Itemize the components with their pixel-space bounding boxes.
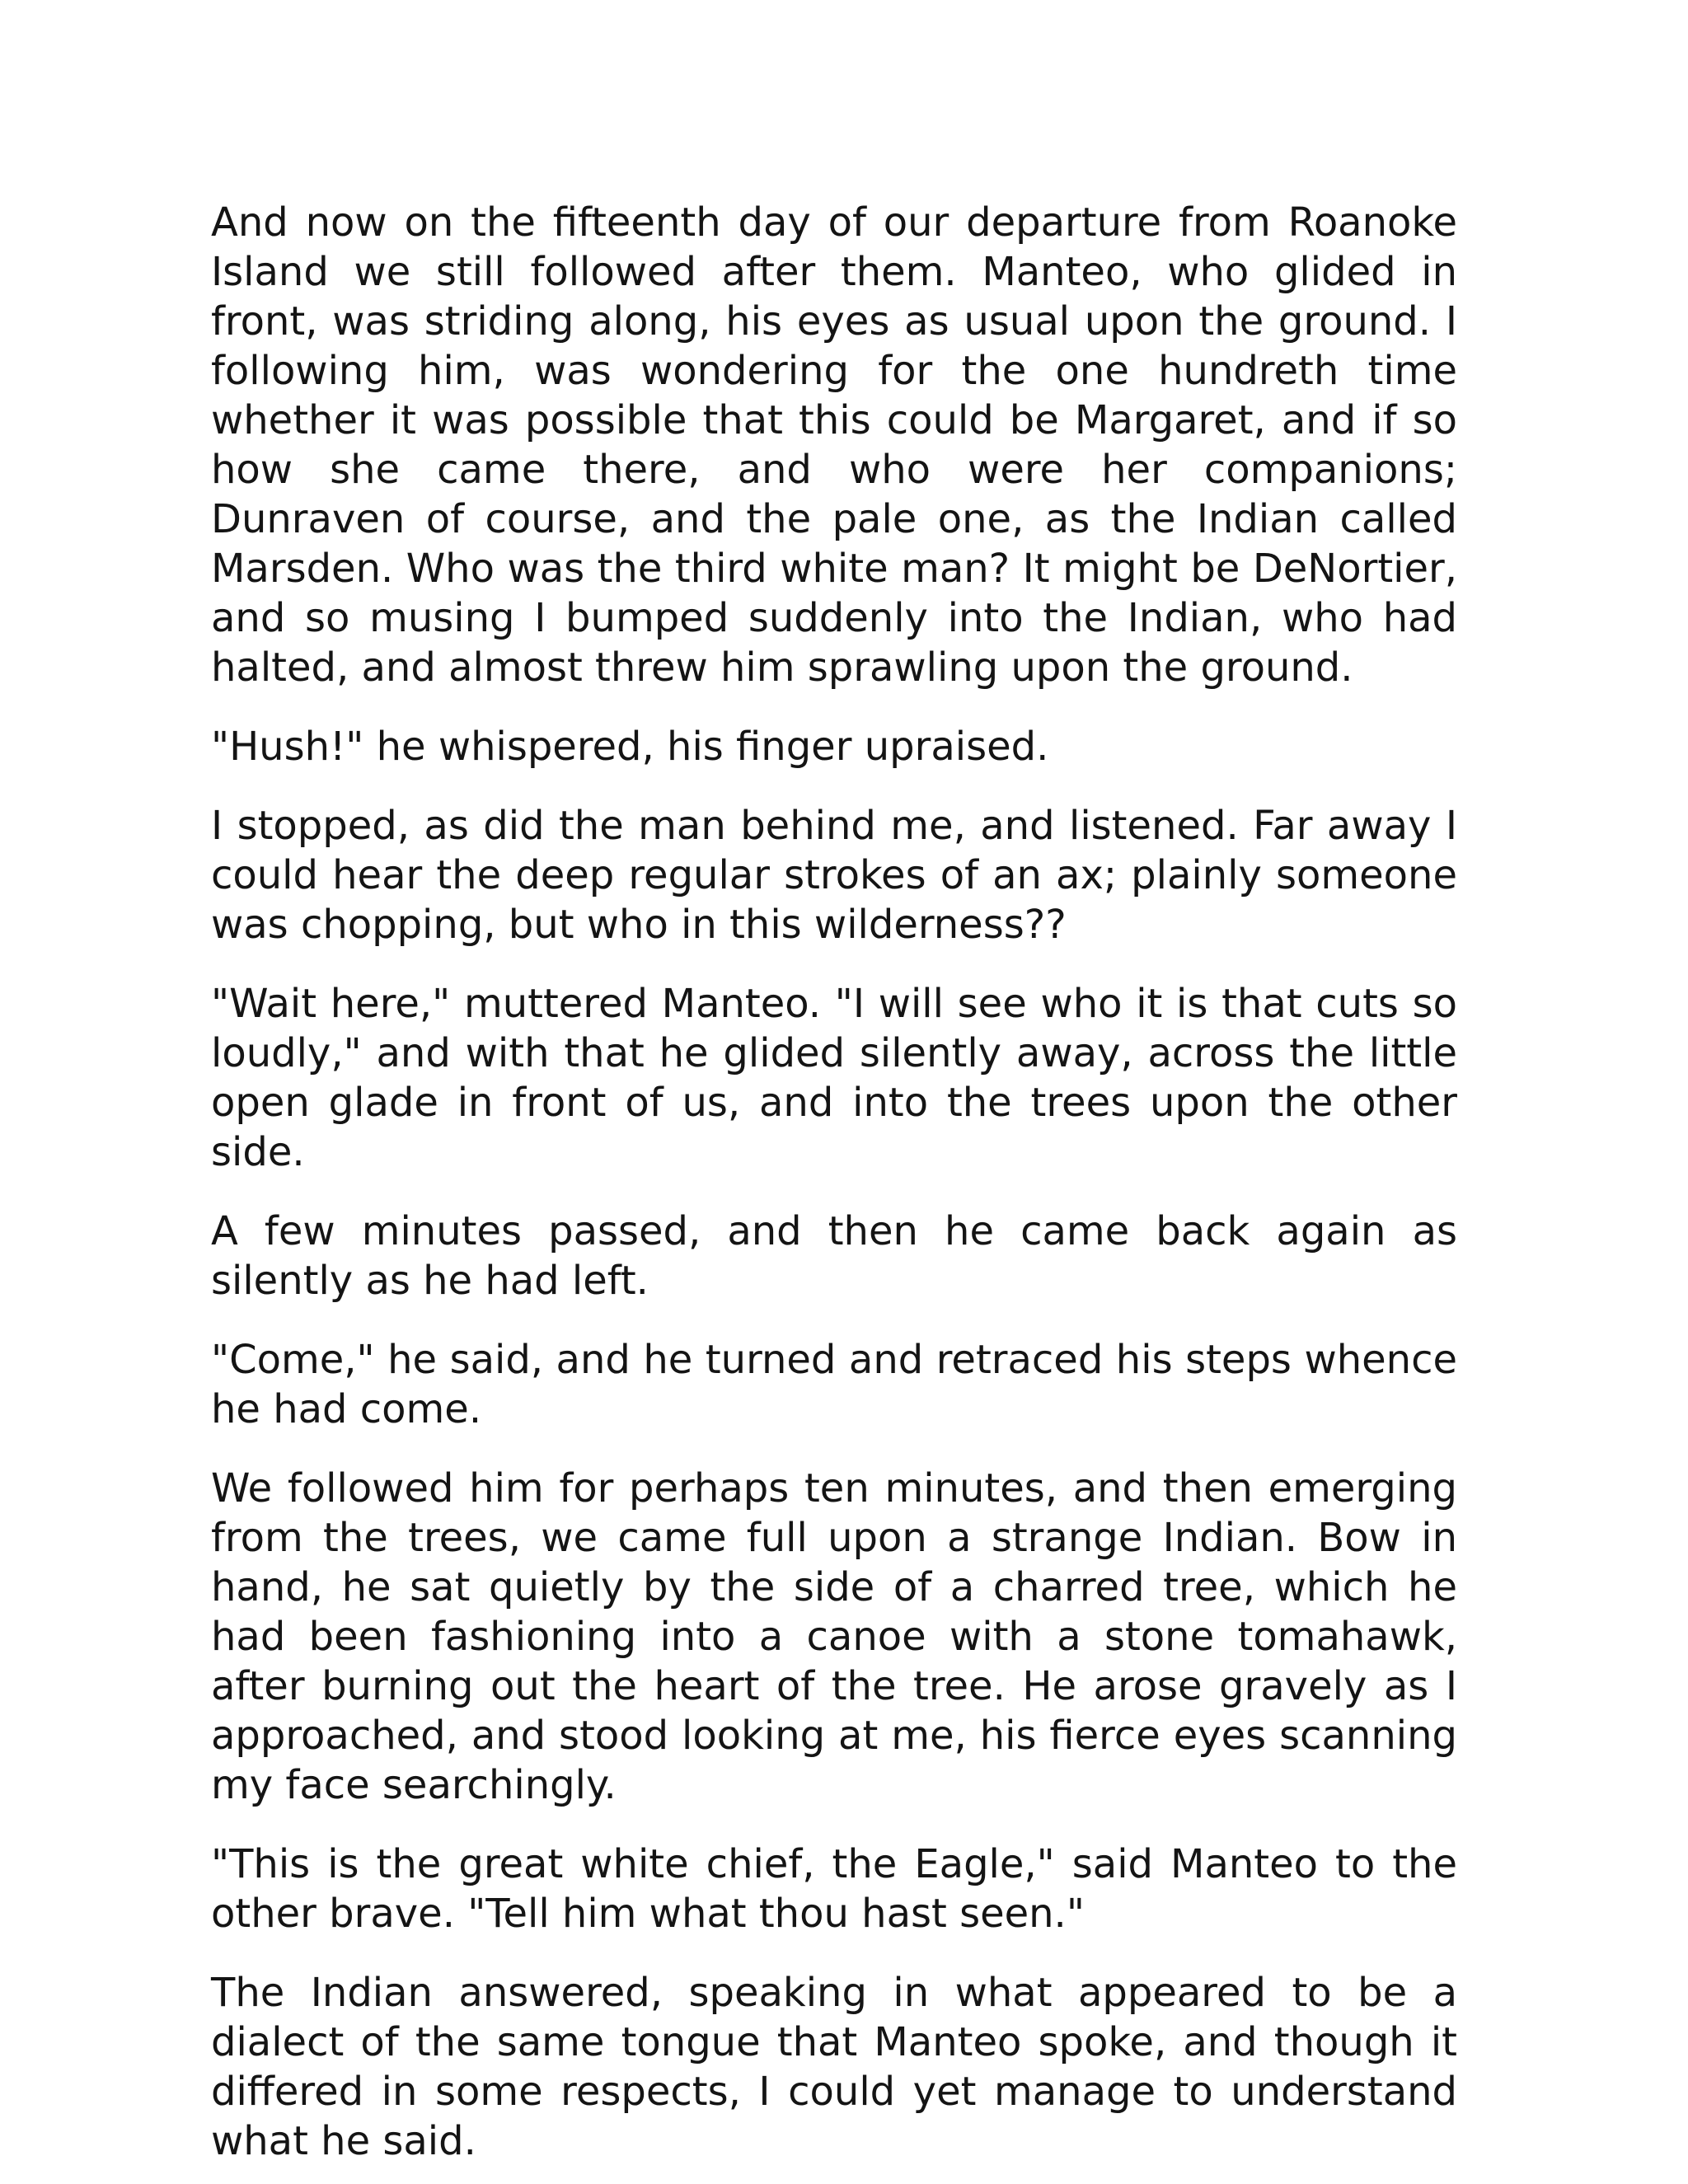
paragraph-1: And now on the fifteenth day of our departure from Roanoke Island we still followed after them. Manteo, who glided in front, was striding along, his eyes as usual upon the ground. I following him, was wondering for the one hundreth time whether it was possible that this could be Margaret, and if so how she came there, and who were her companions; Dunraven of course, and the pale one, as the Indian called Marsden. Who was the third white man? It might be DeNortier, and so musing I bumped suddenly into the Indian, who had halted, and almost threw him sprawling upon the ground. <box>211 199 1457 691</box>
paragraph-2: "Hush!" he whispered, his finger upraised. <box>211 724 1049 770</box>
paragraph-6: "Come," he said, and he turned and retraced his steps whence he had come. <box>211 1337 1457 1432</box>
document-page <box>211 198 1457 2166</box>
paragraph-4: "Wait here," muttered Manteo. "I will see who it is that cuts so loudly," and with that he glided silently away, across the little open glade in front of us, and into the trees upon the other side. <box>211 981 1457 1175</box>
paragraph-8: "This is the great white chief, the Eagle," said Manteo to the other brave. "Tell him what thou hast seen." <box>211 1841 1457 1937</box>
paragraph-9: The Indian answered, speaking in what appeared to be a dialect of the same tongue that Manteo spoke, and though it differed in some respects, I could yet manage to understand what he said. <box>211 1970 1457 2164</box>
paragraph-5: A few minutes passed, and then he came back again as silently as he had left. <box>211 1208 1457 1304</box>
paragraph-3: I stopped, as did the man behind me, and listened. Far away I could hear the deep regular strokes of an ax; plainly someone was chopping, but who in this wilderness?? <box>211 803 1457 948</box>
paragraph-7: We followed him for perhaps ten minutes, and then emerging from the trees, we came full upon a strange Indian. Bow in hand, he sat quietly by the side of a charred tree, which he had been fashioning into a canoe with a stone tomahawk, after burning out the heart of the tree. He arose gravely as I approached, and stood looking at me, his fierce eyes scanning my face searchingly. <box>211 1465 1457 1808</box>
